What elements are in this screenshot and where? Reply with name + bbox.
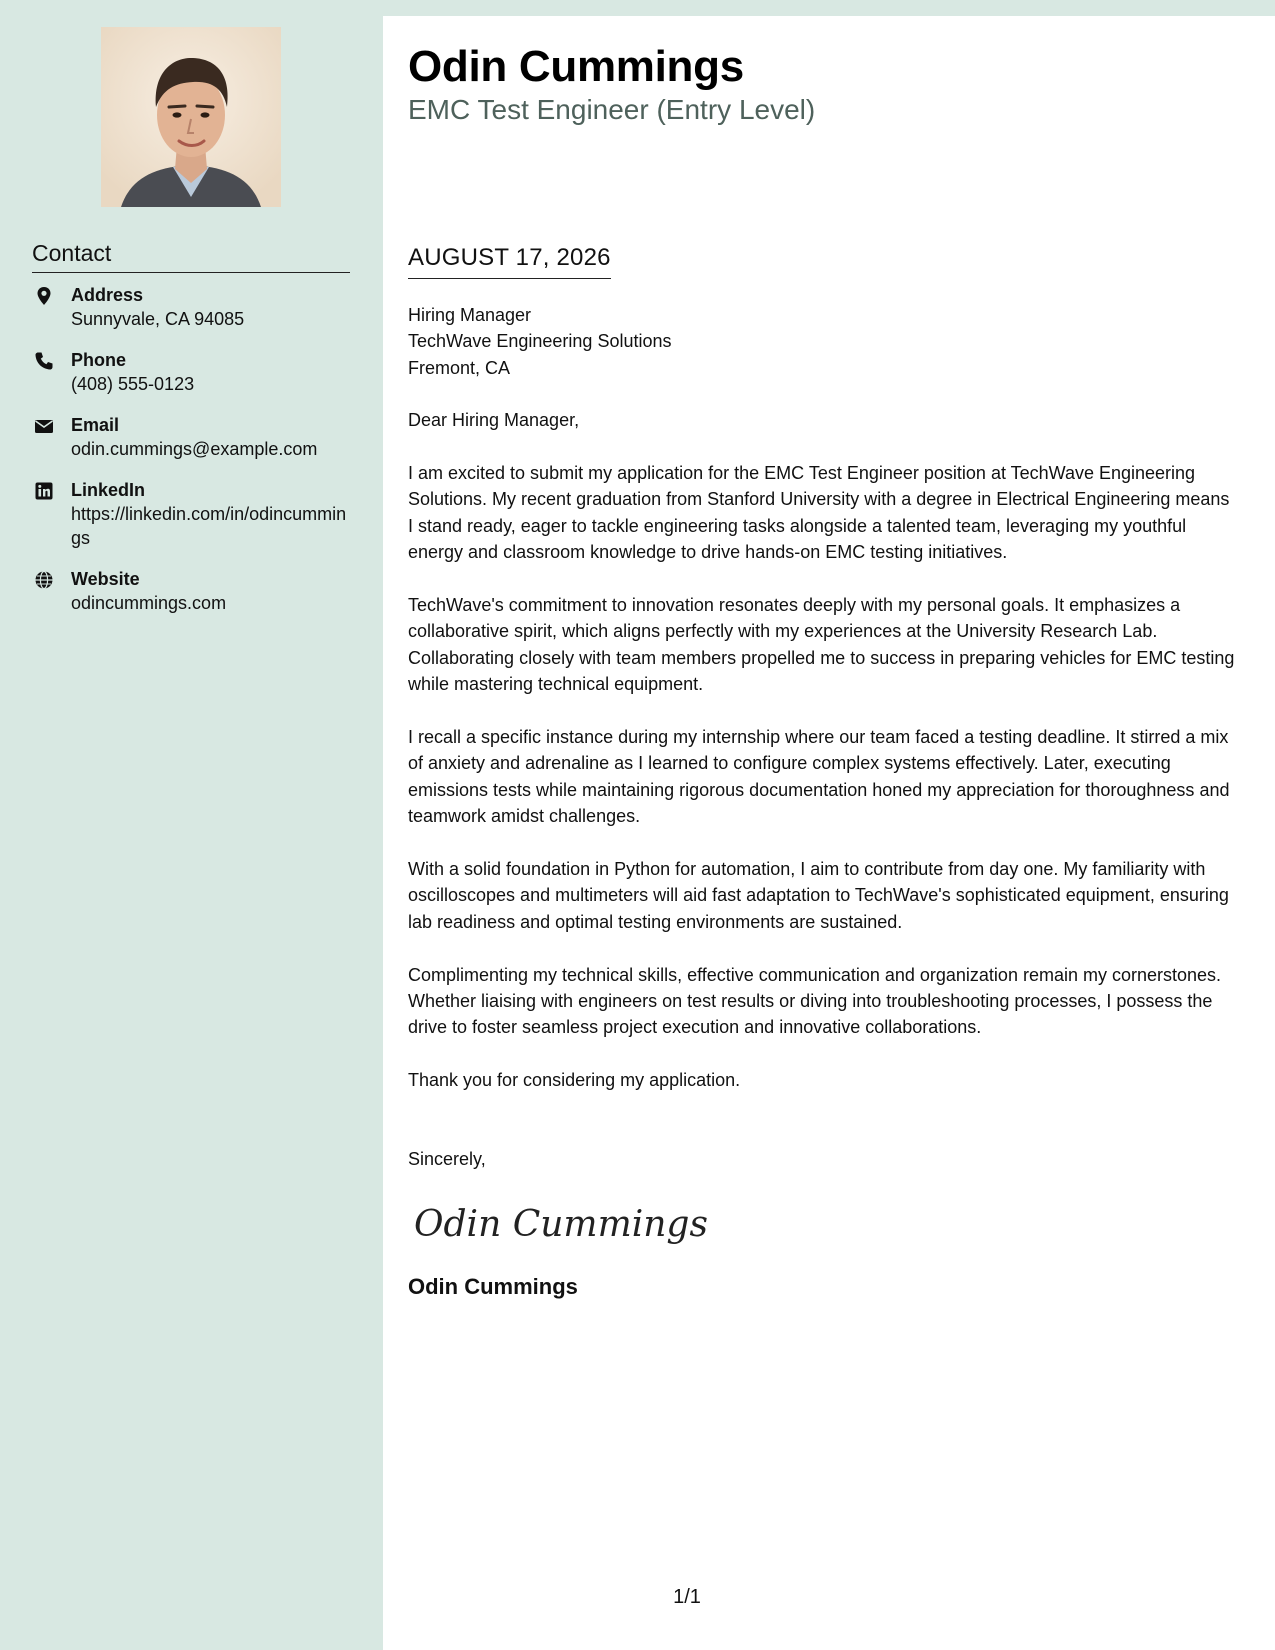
salutation: Dear Hiring Manager, (408, 410, 580, 431)
contact-email (32, 413, 352, 461)
page-number: 1/1 (673, 1586, 701, 1608)
letter-paragraph: I recall a specific instance during my internship where our team faced a testing deadline. It stirred a mix of anxiety and adrenaline as I learned to configure complex systems effectively. Later, executing emissions tests while maintaining rigorous documentation honed my appreciation for thoroughness and teamwork amidst challenges. (408, 727, 1230, 827)
contact-value: Sunnyvale, CA 94085 (71, 309, 245, 329)
contact-website (32, 567, 352, 615)
recipient-line: Fremont, CA (408, 357, 511, 378)
letter-paragraph: I am excited to submit my application for the EMC Test Engineer position at TechWave Engineering Solutions. My recent graduation from Stanford University with a degree in Electrical Engineering means I stand ready, eager to tackle engineering tasks alongside a talented team, leveraging my youthful energy and classroom knowledge to drive hands-on EMC testing initiatives. (408, 463, 1230, 563)
letter-date: AUGUST 17, 2026 (408, 244, 611, 279)
contact-phone (32, 348, 352, 396)
phone-icon (34, 351, 54, 371)
contact-value[interactable]: odincummings.com (71, 593, 227, 613)
job-title: EMC Test Engineer (Entry Level) (408, 94, 816, 125)
contact-value: (408) 555-0123 (71, 374, 195, 394)
contact-label: Email (71, 415, 120, 435)
recipient-line: Hiring Manager (408, 305, 532, 325)
contact-linkedin (32, 478, 352, 550)
closing: Sincerely, (408, 1148, 486, 1169)
letter-paragraph: TechWave's commitment to innovation resonates deeply with my personal goals. It emphasizes a collaborative spirit, which aligns perfectly with my experiences at the University Research Lab. Collaborating closely with team members propelled me to success in preparing vehicles for EMC testing while mastering technical equipment. (408, 595, 1235, 695)
letter-main (383, 16, 1275, 1650)
contact-value: odin.cummings@example.com (71, 439, 318, 459)
letter-body (408, 302, 1238, 1301)
contact-address (32, 283, 352, 331)
contact-label: Address (71, 285, 144, 305)
globe-icon (34, 570, 54, 590)
letter-paragraph: Complimenting my technical skills, effective communication and organization remain my cornerstones. Whether liaising with engineers on test results or diving into troubleshooting processes, I possess the drive to foster seamless project execution and innovative collaborations. (408, 964, 1222, 1038)
location-pin-icon (34, 286, 54, 306)
linkedin-icon (34, 481, 54, 501)
envelope-icon (34, 416, 54, 436)
signed-name: Odin Cummings (408, 1274, 578, 1300)
contact-label: Phone (71, 350, 127, 370)
contact-value[interactable]: https://linkedin.com/in/odincummings (71, 504, 347, 548)
applicant-name: Odin Cummings (408, 42, 744, 91)
contact-heading: Contact (32, 240, 350, 273)
contact-label: LinkedIn (71, 480, 146, 500)
signature-text: Odin Cummings (414, 1204, 708, 1246)
letter-paragraph: With a solid foundation in Python for automation, I aim to contribute from day one. My familiarity with oscilloscopes and multimeters will aid fast adaptation to TechWave's sophisticated equipment, ensuring lab readiness and optimal testing environments are sustained. (408, 859, 1229, 932)
letter-paragraph: Thank you for considering my application. (408, 1070, 741, 1091)
sidebar (0, 0, 383, 1650)
signature (408, 1194, 1238, 1254)
profile-photo (101, 27, 281, 207)
contact-label: Website (71, 569, 140, 589)
recipient-block (408, 302, 1238, 381)
recipient-line: TechWave Engineering Solutions (408, 331, 672, 352)
contact-list (32, 283, 352, 632)
